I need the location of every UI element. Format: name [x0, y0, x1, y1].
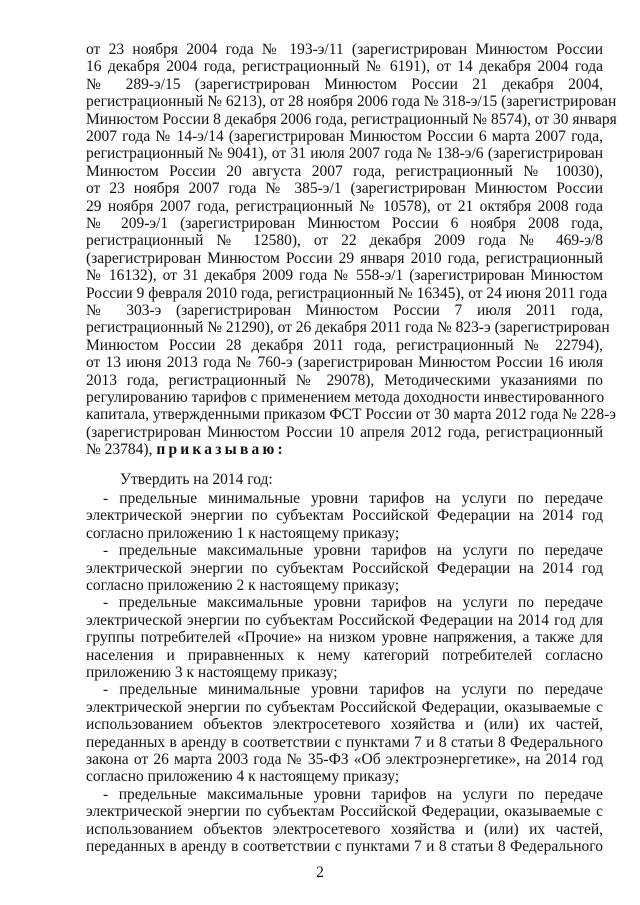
- list-item-line: приложению 3 к настоящему приказу;: [86, 664, 338, 681]
- paragraph-line: 2007 года № 14-э/14 (зарегистрирован Минюстом России 6 марта 2007 года,: [86, 128, 603, 145]
- paragraph-line: регистрационный № 6213), от 28 ноября 2006 года № 318-э/15 (зарегистрирован: [86, 93, 617, 111]
- paragraph-line: 16 декабря 2004 года, регистрационный № 6191), от 14 декабря 2004 года: [86, 58, 603, 76]
- paragraph-line: (зарегистрирован Минюстом России 29 января 2010 года, регистрационный: [86, 249, 603, 267]
- paragraph-line: Минюстом России 20 августа 2007 года, регистрационный № 10030),: [86, 162, 603, 180]
- paragraph-line: № 16132), от 31 декабря 2009 года № 558-э/1 (зарегистрирован Минюстом: [86, 267, 603, 285]
- paragraph-line: от 13 июня 2013 года № 760-э (зарегистрирован Минюстом России 16 июля: [86, 354, 603, 372]
- list-item-line: использованием объектов электросетевого хозяйства и (или) их частей,: [86, 820, 603, 838]
- list-item-start: - предельные максимальные уровни тарифов на услуги по передаче: [103, 594, 603, 612]
- list-item-line: переданных в аренду в соответствии с пунктами 7 и 8 статьи 8 Федерального: [86, 733, 603, 751]
- order-line-start: № 23784),: [86, 441, 157, 459]
- approve-line: Утвердить на 2014 год:: [120, 470, 273, 488]
- paragraph-line: регистрационный № 21290), от 26 декабря 2011 года № 823-э (зарегистрирован: [86, 319, 610, 337]
- paragraph-line: регулированию тарифов с применением метода доходности инвестированного: [86, 389, 605, 406]
- list-item-line: согласно приложению 1 к настоящему приказу;: [86, 524, 400, 542]
- list-item-start: - предельные минимальные уровни тарифов на услуги по передаче: [103, 490, 603, 507]
- list-item-line: населения и приравненных к нему категорий потребителей согласно: [86, 646, 603, 664]
- list-item-line: электрической энергии по субъектам Российской Федерации, оказываемые с: [86, 698, 603, 716]
- paragraph-line: № 209-э/1 (зарегистрирован Минюстом России 6 ноября 2008 года,: [86, 215, 603, 232]
- paragraph-line: регистрационный № 9041), от 31 июля 2007 года № 138-э/6 (зарегистрирован: [86, 145, 603, 163]
- list-item-line: переданных в аренду в соответствии с пунктами 7 и 8 статьи 8 Федерального: [86, 838, 603, 855]
- paragraph-line: от 23 ноября 2007 года № 385-э/1 (зарегистрирован Минюстом России: [86, 180, 603, 198]
- list-item-line: закона от 26 марта 2003 года № 35-ФЗ «Об электроэнергетике», на 2014 год: [86, 751, 603, 768]
- paragraph-line: № 303-э (зарегистрирован Минюстом России 7 июля 2011 года,: [86, 302, 603, 319]
- list-item-start: - предельные минимальные уровни тарифов на услуги по передаче: [103, 681, 603, 699]
- paragraph-line: 2013 года, регистрационный № 29078), Методическими указаниями по: [86, 371, 603, 389]
- paragraph-line: Минюстом России 28 декабря 2011 года, регистрационный № 22794),: [86, 336, 603, 354]
- list-item-line: электрической энергии по субъектам Российской Федерации на 2014 год для: [86, 611, 603, 629]
- page-number: 2: [316, 864, 324, 881]
- list-item-start: - предельные максимальные уровни тарифов на услуги по передаче: [103, 785, 603, 803]
- paragraph-line: № 289-э/15 (зарегистрирован Минюстом России 21 декабря 2004,: [86, 75, 603, 93]
- order-word: приказываю:: [156, 441, 286, 459]
- list-item-line: согласно приложению 4 к настоящему приказу;: [86, 768, 400, 786]
- paragraph-line: регистрационный № 12580), от 22 декабря 2009 года № 469-э/8: [86, 232, 603, 250]
- paragraph-line: капитала, утвержденными приказом ФСТ России от 30 марта 2012 года № 228-э: [86, 406, 616, 424]
- list-item-line: группы потребителей «Прочие» на низком уровне напряжения, а также для: [86, 629, 603, 647]
- paragraph-line: России 9 февраля 2010 года, регистрационный № 16345), от 24 июня 2011 года: [86, 284, 608, 302]
- paragraph-line: от 23 ноября 2004 года № 193-э/11 (зарегистрирован Минюстом России: [86, 41, 603, 58]
- list-item-start: - предельные максимальные уровни тарифов на услуги по передаче: [103, 542, 603, 560]
- list-item-line: использованием объектов электросетевого хозяйства и (или) их частей,: [86, 716, 603, 734]
- paragraph-line: (зарегистрирован Минюстом России 10 апреля 2012 года, регистрационный: [86, 423, 603, 441]
- paragraph-line: Минюстом России 8 декабря 2006 года, регистрационный № 8574), от 30 января: [86, 110, 617, 128]
- order-line: [86, 441, 603, 458]
- list-item-line: электрической энергии по субъектам Российской Федерации на 2014 год: [86, 559, 603, 577]
- list-item-line: электрической энергии по субъектам Российской Федерации на 2014 год: [86, 507, 603, 525]
- list-item-line: согласно приложению 2 к настоящему приказу;: [86, 577, 400, 594]
- paragraph-line: 29 ноября 2007 года, регистрационный № 10578), от 21 октября 2008 года: [86, 197, 603, 215]
- list-item-line: электрической энергии по субъектам Российской Федерации, оказываемые с: [86, 803, 603, 821]
